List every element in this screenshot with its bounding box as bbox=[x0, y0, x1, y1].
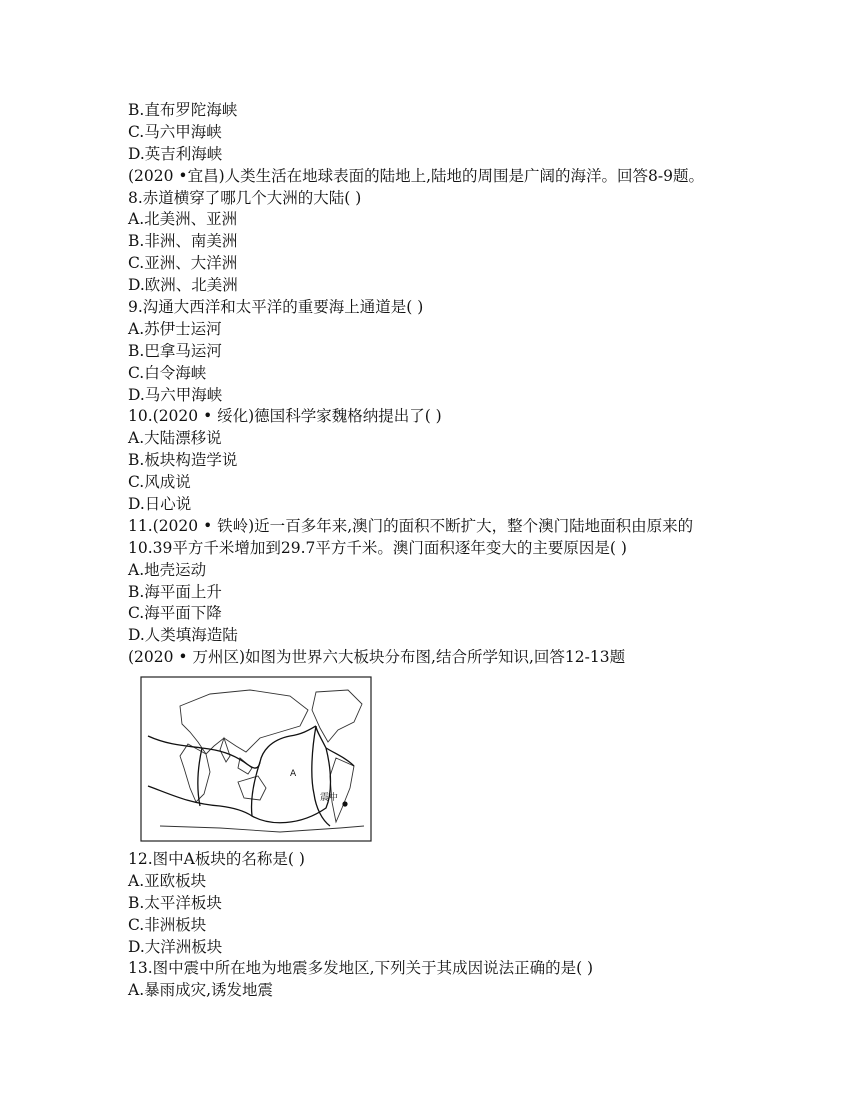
option-line: A.地壳运动 bbox=[128, 560, 207, 579]
option-line: D.马六甲海峡 bbox=[128, 385, 223, 404]
option-line: D.英吉利海峡 bbox=[128, 144, 223, 163]
plate-map-svg bbox=[140, 676, 372, 842]
option-line: B.太平洋板块 bbox=[128, 893, 222, 912]
plate-label-a: A bbox=[290, 769, 297, 779]
group-intro: (2020 • 万州区)如图为世界六大板块分布图,结合所学知识,回答12-13题 bbox=[128, 648, 626, 667]
option-line: D.大洋洲板块 bbox=[128, 937, 223, 956]
group-intro: (2020 •宜昌)人类生活在地球表面的陆地上,陆地的周围是广阔的海洋。回答8-9题。 bbox=[128, 166, 704, 185]
epicenter-label: 震中 bbox=[320, 793, 339, 803]
option-line: C.白令海峡 bbox=[128, 363, 207, 382]
question-11-continued: 10.39平方千米增加到29.7平方千米。澳门面积逐年变大的主要原因是( ) bbox=[128, 538, 627, 557]
option-line: C.风成说 bbox=[128, 473, 191, 492]
option-line: D.欧洲、北美洲 bbox=[128, 276, 238, 295]
option-line: A.北美洲、亚洲 bbox=[128, 210, 238, 229]
option-line: B.板块构造学说 bbox=[128, 451, 238, 470]
option-line: C.海平面下降 bbox=[128, 604, 222, 623]
epicenter-marker bbox=[342, 801, 347, 806]
plate-map-figure bbox=[140, 676, 372, 842]
option-line: C.亚洲、大洋洲 bbox=[128, 254, 238, 273]
option-line: C.非洲板块 bbox=[128, 915, 207, 934]
option-line: A.苏伊士运河 bbox=[128, 319, 222, 338]
option-line: D.人类填海造陆 bbox=[128, 626, 238, 645]
question-8: 8.赤道横穿了哪几个大洲的大陆( ) bbox=[128, 188, 362, 207]
option-line: B.海平面上升 bbox=[128, 582, 222, 601]
option-line: B.巴拿马运河 bbox=[128, 341, 222, 360]
option-line: A.大陆漂移说 bbox=[128, 429, 222, 448]
question-block-upper bbox=[128, 100, 808, 669]
question-13: 13.图中震中所在地为地震多发地区,下列关于其成因说法正确的是( ) bbox=[128, 959, 594, 978]
question-10: 10.(2020 • 绥化)德国科学家魏格纳提出了( ) bbox=[128, 407, 442, 426]
question-11: 11.(2020 • 铁岭)近一百多年来,澳门的面积不断扩大，整个澳门陆地面积由原来的 bbox=[128, 516, 694, 535]
question-12: 12.图中A板块的名称是( ) bbox=[128, 850, 305, 868]
option-line: B.非洲、南美洲 bbox=[128, 232, 238, 251]
option-line: D.日心说 bbox=[128, 495, 192, 514]
question-block-lower bbox=[128, 849, 808, 1002]
option-line: A.亚欧板块 bbox=[128, 871, 207, 890]
option-line: B.直布罗陀海峡 bbox=[128, 101, 238, 119]
option-line: C.马六甲海峡 bbox=[128, 122, 222, 141]
option-line: A.暴雨成灾,诱发地震 bbox=[128, 981, 274, 1000]
question-9: 9.沟通大西洋和太平洋的重要海上通道是( ) bbox=[128, 298, 424, 317]
